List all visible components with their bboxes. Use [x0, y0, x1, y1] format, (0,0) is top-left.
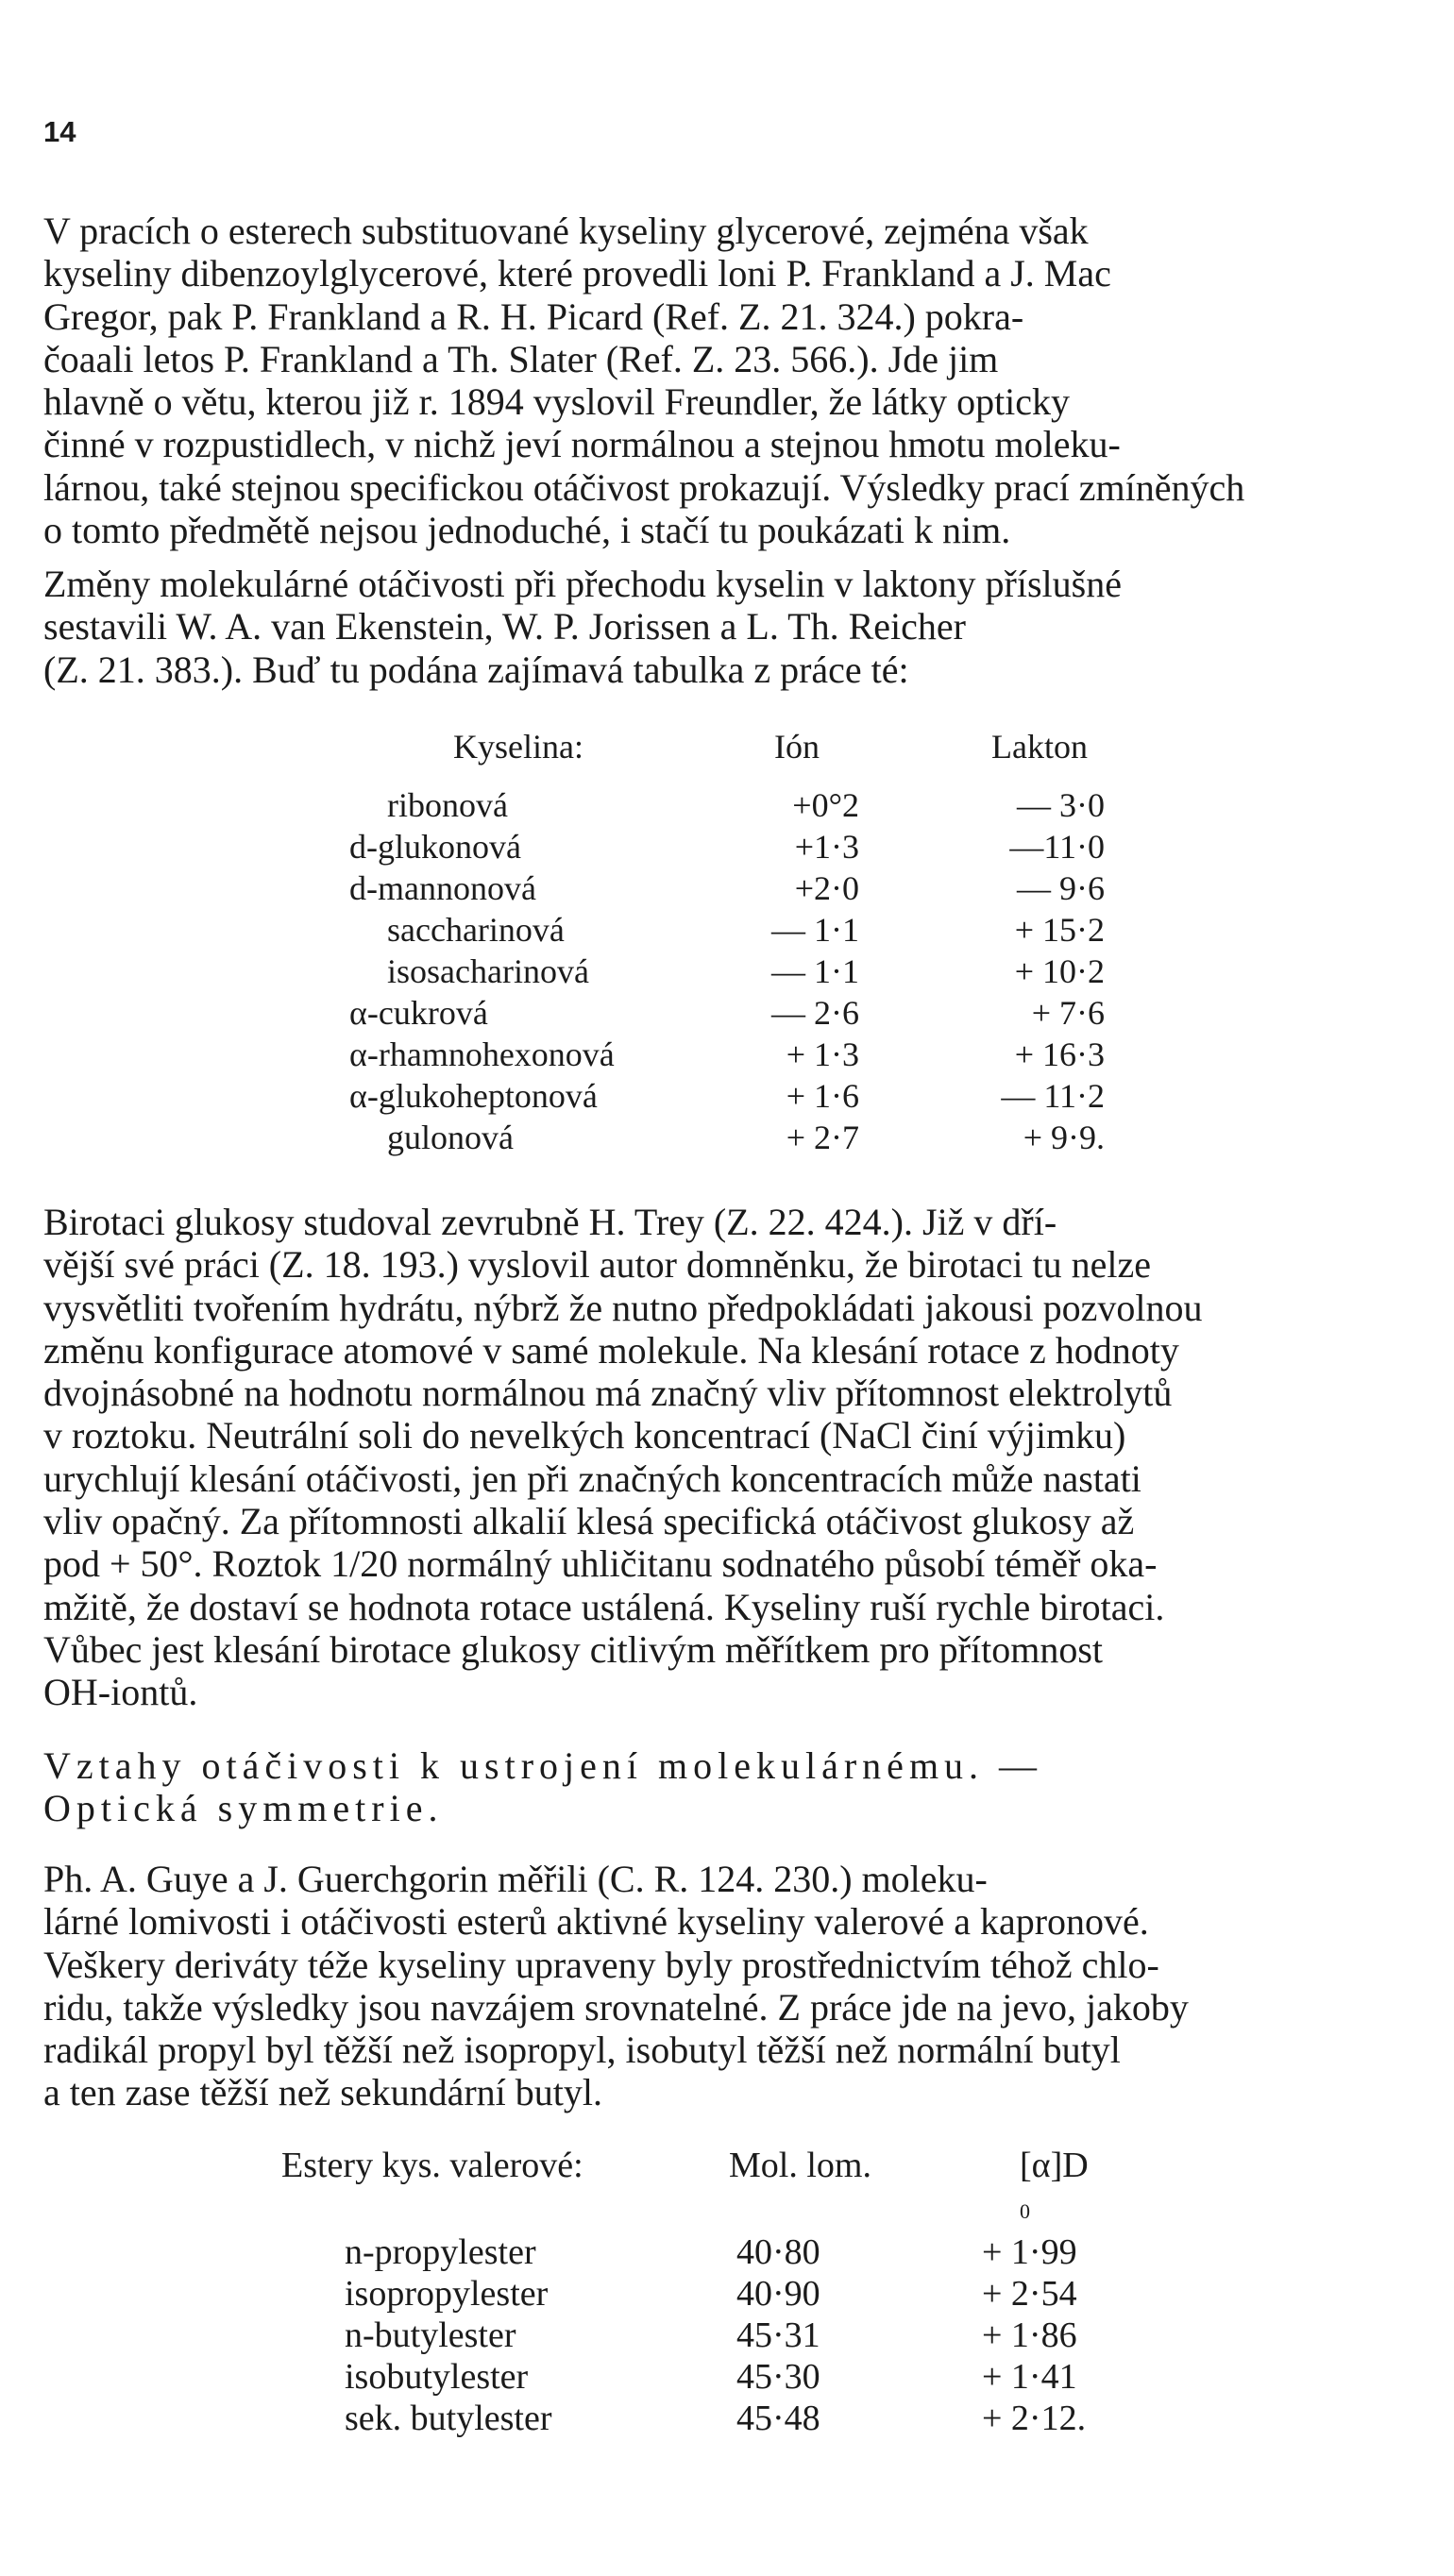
- text-line: Vůbec jest klesání birotace glukosy citlivým měřítkem pro přítomnost: [43, 1627, 1103, 1671]
- table-acid-lactone-rotation: [0, 727, 1454, 1161]
- acid-name: d-glukonová: [349, 828, 521, 866]
- text-line: mžitě, že dostaví se hodnota rotace ustálená. Kyseliny ruší rychle birotaci.: [43, 1585, 1165, 1628]
- paragraph-esters: [43, 210, 1411, 551]
- mol-lom-value: 40·80: [736, 2232, 820, 2272]
- lakton-value: — 9·6: [1017, 869, 1105, 907]
- text-line: pod + 50°. Roztok 1/20 normálný uhličitanu sodnatého působí téměř oka-: [43, 1542, 1158, 1586]
- table-row: [0, 2273, 1454, 2315]
- text-line: Změny molekulárné otáčivosti při přechodu kyselin v laktony příslušné: [43, 563, 1122, 605]
- text-line: ridu, takže výsledky jsou navzájem srovnatelné. Z práce jde na jevo, jakoby: [43, 1985, 1189, 2029]
- table-row: [0, 910, 1454, 951]
- text-line: Ph. A. Guye a J. Guerchgorin měřili (C. R. 124. 230.) moleku-: [43, 1858, 988, 1900]
- col-header-mol-lom: Mol. lom.: [729, 2146, 871, 2185]
- text-line: V pracích o esterech substituované kyseliny glycerové, zejména však: [43, 210, 1089, 252]
- ion-value: — 1·1: [771, 952, 859, 990]
- text-line: Gregor, pak P. Frankland a R. H. Picard (Ref. Z. 21. 324.) pokra-: [43, 295, 1024, 338]
- ion-value: +0°2: [792, 786, 859, 824]
- text-line: hlavně o větu, kterou již r. 1894 vyslovil Freundler, že látky opticky: [43, 380, 1071, 424]
- acid-name: d-mannonová: [349, 869, 536, 907]
- text-line: vější své práci (Z. 18. 193.) vyslovil autor domněnku, že birotaci tu nelze: [43, 1243, 1152, 1287]
- ion-value: — 1·1: [771, 911, 859, 949]
- table-row: [0, 2398, 1454, 2439]
- text-line: radikál propyl byl těžší než isopropyl, isobutyl těžší než normální butyl: [43, 2029, 1121, 2072]
- ester-name: n-butylester: [345, 2315, 516, 2355]
- text-line: sestavili W. A. van Ekenstein, W. P. Jorissen a L. Th. Reicher: [43, 605, 966, 648]
- col-header-kyselina: Kyselina:: [453, 728, 583, 766]
- text-line: OH-iontů.: [43, 1671, 198, 1714]
- rotation-value: + 1·41: [982, 2357, 1077, 2397]
- text-line: v roztoku. Neutrální soli do nevelkých koncentrací (NaCl činí výjimku): [43, 1414, 1126, 1457]
- acid-name: gulonová: [387, 1119, 514, 1156]
- text-line: činné v rozpustidlech, v nichž jeví normálnou a stejnou hmotu moleku-: [43, 423, 1121, 466]
- ester-name: sek. butylester: [345, 2399, 552, 2438]
- ester-name: isopropylester: [345, 2274, 549, 2314]
- table-valeric-esters: [0, 2145, 1454, 2466]
- mol-lom-value: 40·90: [736, 2274, 820, 2314]
- ester-name: isobutylester: [345, 2357, 529, 2397]
- paragraph-lactones: [43, 563, 1411, 691]
- acid-name: ribonová: [387, 786, 508, 824]
- lakton-value: + 16·3: [1014, 1035, 1105, 1073]
- table-row: [0, 1035, 1454, 1076]
- acid-name: isosacharinová: [387, 952, 589, 990]
- lakton-value: + 9·9.: [1023, 1119, 1105, 1156]
- text-line: vliv opačný. Za přítomnosti alkalií klesá specifická otáčivost glukosy až: [43, 1500, 1135, 1543]
- degree-mark: 0: [1020, 2199, 1030, 2223]
- table-row: [0, 993, 1454, 1035]
- lakton-value: + 15·2: [1014, 911, 1105, 949]
- col-header-specific-rotation: [α]D: [1020, 2146, 1089, 2185]
- col-header-lakton: Lakton: [991, 728, 1088, 766]
- acid-name: α-rhamnohexonová: [349, 1035, 615, 1073]
- table-row: [0, 2231, 1454, 2273]
- ester-name: n-propylester: [345, 2232, 536, 2272]
- text-line: změnu konfigurace atomové v samé molekule. Na klesání rotace z hodnoty: [43, 1328, 1179, 1372]
- text-line: a ten zase těžší než sekundární butyl.: [43, 2071, 602, 2114]
- mol-lom-value: 45·30: [736, 2357, 820, 2397]
- ion-value: — 2·6: [771, 994, 859, 1032]
- rotation-value: + 2·54: [982, 2274, 1077, 2314]
- ion-value: +2·0: [794, 869, 859, 907]
- lakton-value: + 7·6: [1031, 994, 1105, 1032]
- acid-name: saccharinová: [387, 911, 565, 949]
- text-line: o tomto předmětě nejsou jednoduché, i stačí tu poukázati k nim.: [43, 509, 1011, 552]
- text-line: Birotaci glukosy studoval zevrubně H. Trey (Z. 22. 424.). Již v dří-: [43, 1201, 1057, 1243]
- table-row: [0, 868, 1454, 910]
- text-line: urychlují klesání otáčivosti, jen při značných koncentracích může nastati: [43, 1456, 1141, 1500]
- page-number: 14: [43, 115, 76, 148]
- ion-value: +1·3: [794, 828, 859, 866]
- rotation-value: + 2·12.: [982, 2399, 1087, 2438]
- table-row: [0, 2315, 1454, 2356]
- table-row: [0, 2356, 1454, 2398]
- rotation-value: + 1·86: [982, 2315, 1077, 2355]
- text-line: dvojnásobné na hodnotu normálnou má značný vliv přítomnost elektrolytů: [43, 1372, 1173, 1415]
- ion-value: + 2·7: [786, 1119, 859, 1156]
- lakton-value: —11·0: [1009, 828, 1105, 866]
- heading-line: Optická symmetrie.: [43, 1787, 444, 1829]
- text-line: vysvětliti tvořením hydrátu, nýbrž že nutno předpokládati jakousi pozvolnou: [43, 1286, 1203, 1329]
- table-row: [0, 1118, 1454, 1159]
- lakton-value: + 10·2: [1014, 952, 1105, 990]
- mol-lom-value: 45·31: [736, 2315, 820, 2355]
- rotation-value: + 1·99: [982, 2232, 1077, 2272]
- text-line: čoaali letos P. Frankland a Th. Slater (Ref. Z. 23. 566.). Jde jim: [43, 337, 999, 380]
- text-line: (Z. 21. 383.). Buď tu podána zajímavá tabulka z práce té:: [43, 648, 909, 691]
- col-header-estery: Estery kys. valerové:: [281, 2146, 583, 2185]
- section-heading: [43, 1744, 1411, 1829]
- lakton-value: — 3·0: [1017, 786, 1105, 824]
- text-line: kyseliny dibenzoylglycerové, které provedli loni P. Frankland a J. Mac: [43, 252, 1111, 295]
- paragraph-guye: [43, 1858, 1411, 2114]
- text-line: lárné lomivosti i otáčivosti esterů aktivné kyseliny valerové a kapronové.: [43, 1900, 1149, 1944]
- col-header-ion: Ión: [774, 728, 820, 766]
- text-line: Veškery deriváty téže kyseliny upraveny byly prostřednictvím téhož chlo-: [43, 1943, 1159, 1986]
- table-row: [0, 785, 1454, 827]
- paragraph-birotation: [43, 1201, 1411, 1714]
- heading-line: Vztahy otáčivosti k ustrojení molekulárnému. —: [43, 1744, 1043, 1787]
- acid-name: α-cukrová: [349, 994, 488, 1032]
- text-line: lárnou, také stejnou specifickou otáčivost prokazují. Výsledky prací zmíněných: [43, 465, 1245, 509]
- lakton-value: — 11·2: [1001, 1077, 1105, 1115]
- acid-name: α-glukoheptonová: [349, 1077, 598, 1115]
- ion-value: + 1·3: [786, 1035, 859, 1073]
- ion-value: + 1·6: [786, 1077, 859, 1115]
- mol-lom-value: 45·48: [736, 2399, 820, 2438]
- table-row: [0, 951, 1454, 993]
- table-row: [0, 1076, 1454, 1118]
- table-row: [0, 827, 1454, 868]
